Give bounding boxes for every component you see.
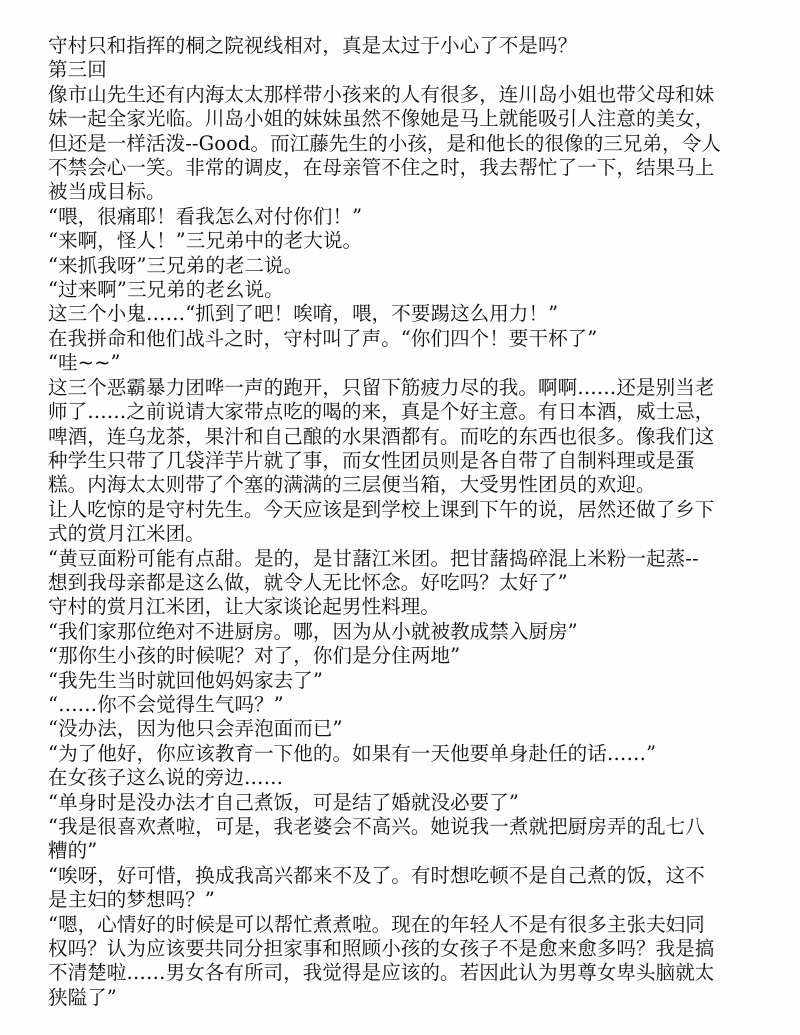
chapter-heading: 第三回 bbox=[48, 58, 107, 82]
text-line: “为了他好，你应该教育一下他的。如果有一天他要单身赴任的话……” bbox=[48, 741, 657, 765]
text-line: 妹一起全家光临。川岛小姐的妹妹虽然不像她是马上就能吸引人注意的美女， bbox=[48, 107, 715, 131]
text-line: 权吗？认为应该要共同分担家事和照顾小孩的女孩子不是愈来愈多吗？我是搞 bbox=[48, 937, 715, 961]
text-line: “来啊，怪人！”三兄弟中的老大说。 bbox=[48, 229, 363, 253]
text-line: 是主妇的梦想吗？” bbox=[48, 888, 215, 912]
text-line: 但还是一样活泼--Good。而江藤先生的小孩，是和他长的很像的三兄弟，令人 bbox=[48, 131, 721, 155]
text-line: “单身时是没办法才自己煮饭，可是结了婚就没必要了” bbox=[48, 790, 519, 814]
text-line: “黄豆面粉可能有点甜。是的，是甘藷江米团。把甘藷捣碎混上米粉一起蒸-- bbox=[48, 546, 699, 570]
text-line: “嗯，心情好的时候是可以帮忙煮煮啦。现在的年轻人不是有很多主张夫妇同 bbox=[48, 912, 705, 936]
text-line: “唉呀，好可惜，换成我高兴都来不及了。有时想吃顿不是自己煮的饭，这不 bbox=[48, 863, 705, 887]
text-line: 啤酒，连乌龙茶，果汁和自己酿的水果酒都有。而吃的东西也很多。像我们这 bbox=[48, 424, 715, 448]
text-line: “我们家那位绝对不进厨房。哪，因为从小就被教成禁入厨房” bbox=[48, 619, 578, 643]
text-line: 被当成目标。 bbox=[48, 180, 166, 204]
text-line: “那你生小孩的时候呢？对了，你们是分住两地” bbox=[48, 644, 461, 668]
text-line: “过来啊”三兄弟的老幺说。 bbox=[48, 278, 284, 302]
text-line: “我先生当时就回他妈妈家去了” bbox=[48, 668, 323, 692]
text-line: 在女孩子这么说的旁边…… bbox=[48, 766, 284, 790]
text-line: 想到我母亲都是这么做，就令人无比怀念。好吃吗？太好了” bbox=[48, 570, 568, 594]
text-line: 种学生只带了几袋洋芋片就了事，而女性团员则是各自带了自制料理或是蛋 bbox=[48, 448, 695, 472]
text-line: 这三个小鬼……“抓到了吧！唉唷，喂，不要踢这么用力！” bbox=[48, 302, 559, 326]
text-line: 狭隘了” bbox=[48, 985, 117, 1009]
text-line: 像市山先生还有内海太太那样带小孩来的人有很多，连川岛小姐也带父母和妹 bbox=[48, 82, 715, 106]
text-line: 不禁会心一笑。非常的调皮，在母亲管不住之时，我去帮忙了一下，结果马上 bbox=[48, 156, 715, 180]
text-line: 不清楚啦……男女各有所司，我觉得是应该的。若因此认为男尊女卑头脑就太 bbox=[48, 961, 715, 985]
text-line: 这三个恶霸暴力团哗一声的跑开，只留下筋疲力尽的我。啊啊……还是别当老 bbox=[48, 375, 715, 399]
text-line: 让人吃惊的是守村先生。今天应该是到学校上课到下午的说，居然还做了乡下 bbox=[48, 497, 715, 521]
document-text bbox=[48, 34, 756, 1010]
text-line: “我是很喜欢煮啦，可是，我老婆会不高兴。她说我一煮就把厨房弄的乱七八 bbox=[48, 815, 705, 838]
text-line: 守村只和指挥的桐之院视线相对，真是太过于小心了不是吗？ bbox=[48, 34, 578, 57]
text-line: 守村的赏月江米团，让大家谈论起男性料理。 bbox=[48, 595, 441, 619]
text-line: 糟的” bbox=[48, 839, 98, 863]
text-line: 师了……之前说请大家带点吃的喝的来，真是个好主意。有日本酒，威士忌， bbox=[48, 400, 715, 424]
text-line: “喂，很痛耶！看我怎么对付你们！” bbox=[48, 204, 363, 228]
text-line: “哇~~” bbox=[48, 351, 121, 375]
text-line: “……你不会觉得生气吗？” bbox=[48, 692, 284, 716]
text-line: “来抓我呀”三兄弟的老二说。 bbox=[48, 253, 304, 277]
text-line: 式的赏月江米团。 bbox=[48, 522, 205, 546]
text-line: 糕。内海太太则带了个塞的满满的三层便当箱，大受男性团员的欢迎。 bbox=[48, 473, 656, 497]
text-line: “没办法，因为他只会弄泡面而已” bbox=[48, 717, 343, 741]
text-line: 在我拼命和他们战斗之时，守村叫了声。“你们四个！要干杯了” bbox=[48, 326, 598, 350]
